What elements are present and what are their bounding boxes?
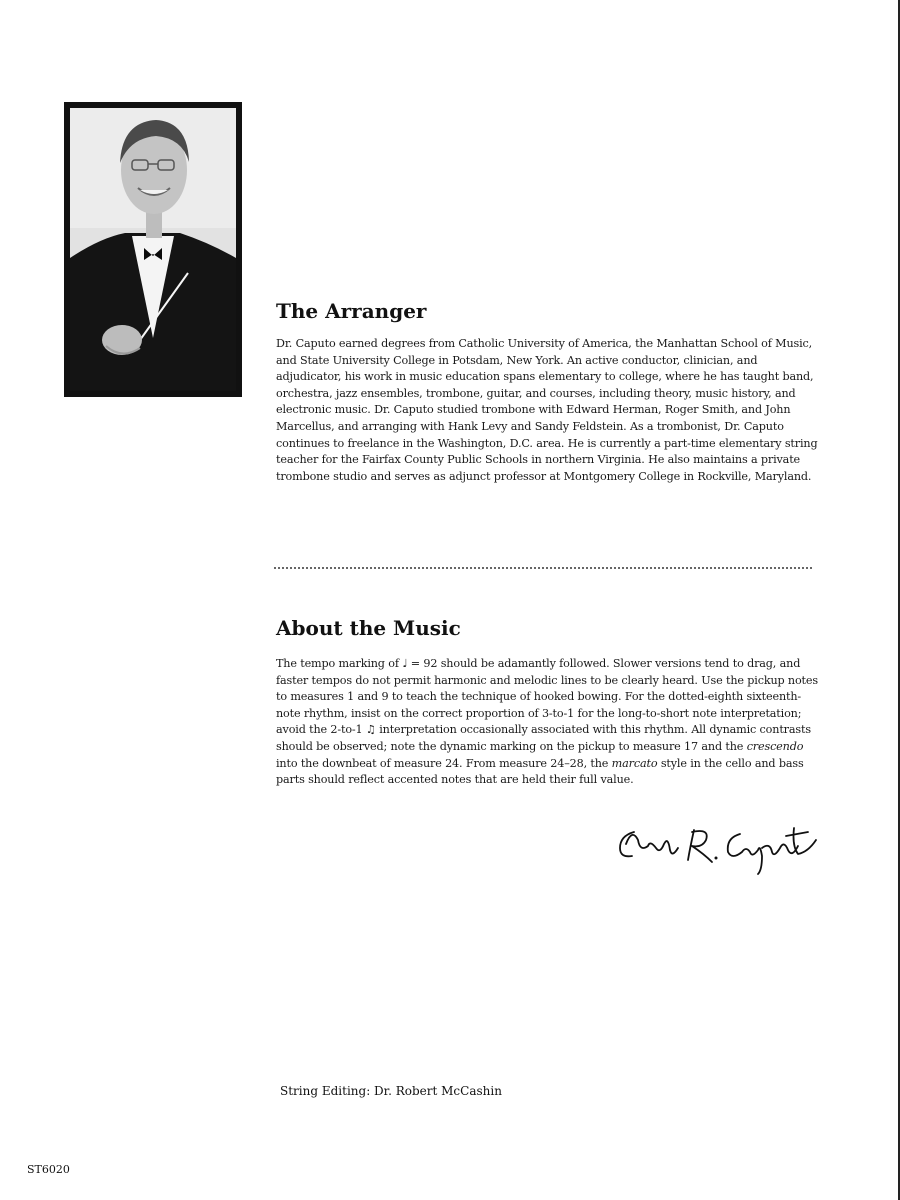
signature bbox=[612, 818, 832, 878]
section-divider bbox=[274, 567, 812, 569]
music-text-2: into the downbeat of measure 24. From measure 24–28, the bbox=[276, 756, 612, 770]
music-paragraph bbox=[276, 656, 821, 789]
arranger-photo bbox=[64, 102, 242, 397]
music-text-3: style in the cello and bass parts should reflect accented notes that are held their full value. bbox=[276, 756, 804, 787]
music-heading: About the Music bbox=[276, 616, 461, 640]
music-text-1: The tempo marking of ♩ = 92 should be adamantly followed. Slower versions tend to drag, and faster tempos do not permit harmonic and melodic lines to be clearly heard. Use the pickup notes to measures 1 and 9 to teach the technique of hooked bowing. For the dotted-eighth sixteenth-note rhythm, insist on the correct proportion of 3-to-1 for the long-to-short note interpretation; avoid the 2-to-1 ♫ interpretation occasionally associated with this rhythm. All dynamic contrasts should be observed; note the dynamic marking on the pickup to measure 17 and the bbox=[276, 657, 818, 753]
arranger-photo-image bbox=[70, 108, 236, 391]
catalog-number: ST6020 bbox=[27, 1163, 70, 1176]
arranger-heading: The Arranger bbox=[276, 299, 427, 323]
crescendo-term: crescendo bbox=[746, 739, 804, 753]
arranger-paragraph: Dr. Caputo earned degrees from Catholic University of America, the Manhattan School of Music, and State University College in Potsdam, New York. An active conductor, clinician, and adjudicator, his work in music education spans elementary to college, where he has taught band, orchestra, jazz ensembles, trombone, guitar, and courses, including theory, music history, and electronic music. Dr. Caputo studied trombone with Edward Herman, Roger Smith, and John Marcellus, and arranging with Hank Levy and Sandy Feldstein. As a trombonist, Dr. Caputo continues to freelance in the Washington, D.C. area. He is currently a part-time elementary string teacher for the Fairfax County Public Schools in northern Virginia. He also maintains a private trombone studio and serves as adjunct professor at Montgomery College in Rockville, Maryland. bbox=[276, 337, 818, 483]
marcato-term: marcato bbox=[611, 756, 658, 770]
string-editing-credit: String Editing: Dr. Robert McCashin bbox=[280, 1084, 502, 1098]
